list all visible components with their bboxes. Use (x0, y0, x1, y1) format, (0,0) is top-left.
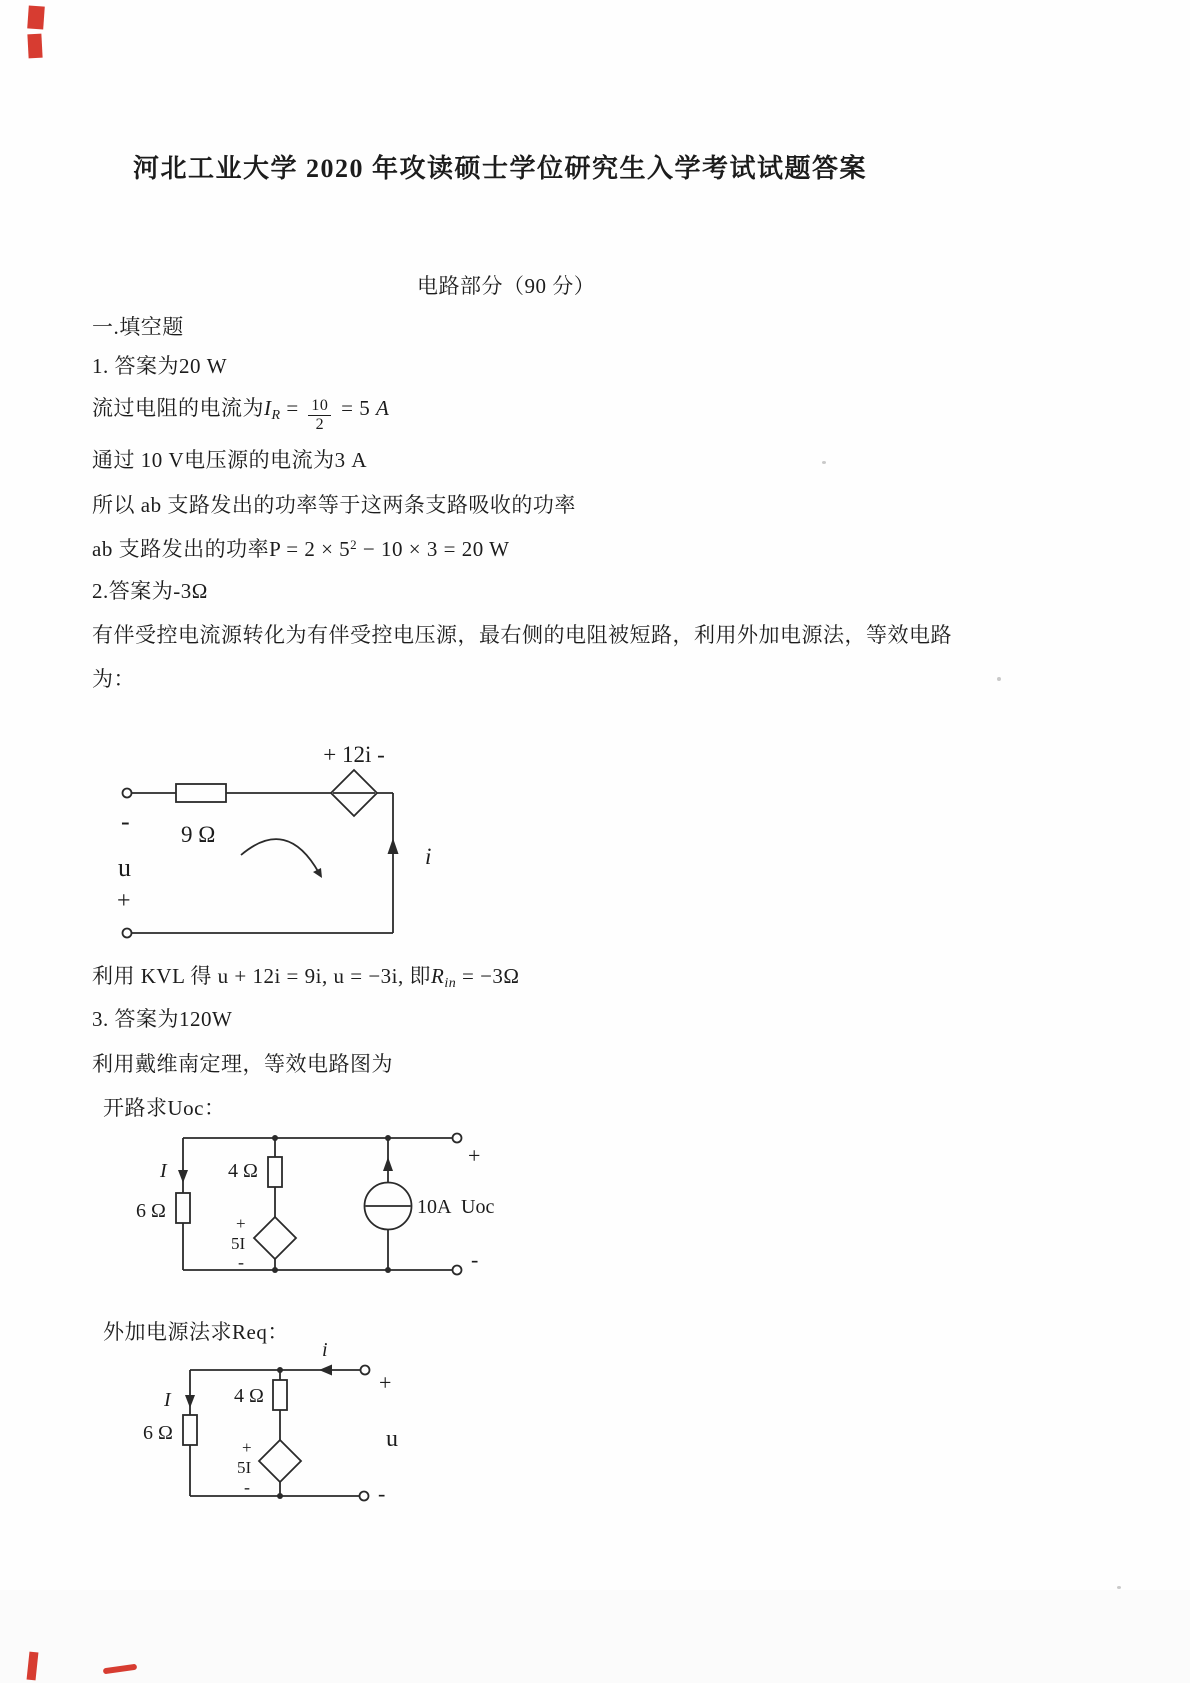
q3-explain-line: 利用戴维南定理，等效电路图为 (92, 1052, 393, 1076)
resistor-6ohm (176, 1193, 190, 1223)
dep-minus-sign: - (238, 1252, 244, 1272)
circuit-diagram-req (130, 1340, 470, 1520)
port-plus-sign: + (117, 888, 131, 914)
port-minus-sign: - (121, 807, 130, 836)
current-source-label: 10A (417, 1196, 452, 1218)
current-arrow-up (388, 838, 399, 854)
q2-answer-line: 2.答案为-3Ω (92, 579, 208, 603)
resistor-4ohm (268, 1157, 282, 1187)
port-minus-sign: - (378, 1481, 386, 1506)
fraction-denominator: 2 (315, 416, 325, 433)
resistor-4ohm-label: 4 Ω (228, 1160, 258, 1182)
node-dot (385, 1267, 391, 1273)
resistor-9ohm (176, 784, 226, 802)
q1-power-line1: 所以 ab 支路发出的功率等于这两条支路吸收的功率 (92, 493, 576, 517)
node-dot (277, 1493, 283, 1499)
formula-var: R (431, 964, 445, 988)
branch-current-arrow-down (178, 1170, 188, 1183)
dep-source-label: 5I (231, 1234, 246, 1253)
branch-current-label: I (164, 1389, 171, 1411)
q2-explain-line1: 有伴受控电流源转化为有伴受控电压源，最右侧的电阻被短路，利用外加电源法，等效电路 (92, 623, 952, 647)
node-dot (385, 1135, 391, 1141)
branch-current-arrow-down (185, 1395, 195, 1408)
dependent-source-diamond (259, 1440, 301, 1482)
port-plus-sign: + (468, 1143, 481, 1168)
section-heading: 一.填空题 (92, 315, 184, 339)
q1-answer-line: 1. 答案为20 W (92, 354, 228, 378)
red-pen-mark (27, 34, 42, 59)
resistor-6ohm-label: 6 Ω (143, 1422, 173, 1444)
fraction-numerator: 10 (308, 398, 331, 416)
formula-eq: = (280, 396, 305, 420)
q3-answer-line: 3. 答案为120W (92, 1007, 233, 1031)
red-pen-mark (27, 5, 45, 29)
resistor-label: 9 Ω (181, 822, 216, 847)
resistor-4ohm (273, 1380, 287, 1410)
formula-subscript: in (444, 976, 457, 991)
circuit-diagram-uoc (130, 1125, 520, 1290)
dep-source-label: 5I (237, 1458, 252, 1477)
scan-band (0, 1590, 1190, 1683)
q1-power-line2 (92, 533, 509, 563)
kvl-loop-arrow (241, 839, 319, 873)
branch-current-label: I (160, 1160, 167, 1182)
port-current-arrow-left (319, 1365, 332, 1376)
formula-eq: = 5 (335, 396, 376, 420)
q1-voltage-line: 通过 10 V电压源的电流为3 A (92, 448, 368, 472)
resistor-6ohm (183, 1415, 197, 1445)
formula-text: ab 支路发出的功率P = 2 × 5 (92, 537, 351, 561)
formula-var: I (264, 396, 272, 420)
port-plus-sign: + (379, 1370, 392, 1395)
scan-speck (1117, 1586, 1121, 1589)
terminal-top (361, 1366, 370, 1375)
q2-explain-line2: 为： (92, 667, 135, 691)
q3-uoc-heading: 开路求Uoc： (103, 1096, 226, 1120)
q3-req-heading: 外加电源法求Req： (103, 1320, 289, 1344)
formula-subscript: R (271, 408, 281, 423)
q1-current-formula (92, 392, 389, 433)
dep-plus-sign: + (236, 1214, 246, 1233)
q2-kvl-line (92, 960, 520, 992)
terminal-bottom (453, 1266, 462, 1275)
terminal-bottom (360, 1492, 369, 1501)
formula-superscript: 2 (350, 537, 358, 552)
port-current-label: i (322, 1340, 328, 1361)
fraction (308, 398, 331, 433)
circuit-diagram-input-resistance (95, 740, 475, 955)
scan-speck (822, 461, 826, 464)
source-arrow-up (383, 1157, 393, 1171)
page-title: 河北工业大学 2020 年攻读硕士学位研究生入学考试试题答案 (133, 154, 868, 183)
node-dot (272, 1267, 278, 1273)
node-dot (277, 1367, 283, 1373)
terminal-bottom (123, 929, 132, 938)
port-minus-sign: - (471, 1247, 479, 1272)
dep-source-label: + 12i - (323, 742, 385, 767)
port-voltage-label: u (386, 1426, 398, 1452)
uoc-label: Uoc (461, 1196, 495, 1218)
formula-text: 流过电阻的电流为 (92, 396, 264, 420)
dep-plus-sign: + (242, 1438, 252, 1457)
terminal-top (453, 1134, 462, 1143)
formula-unit: A (376, 396, 390, 420)
terminal-top (123, 789, 132, 798)
node-dot (272, 1135, 278, 1141)
resistor-4ohm-label: 4 Ω (234, 1385, 264, 1407)
dep-minus-sign: - (244, 1477, 250, 1497)
formula-text: − 10 × 3 = 20 W (357, 537, 510, 561)
scan-speck (997, 677, 1001, 681)
formula-text: 利用 KVL 得 u + 12i = 9i, u = −3i, 即 (92, 964, 432, 988)
dependent-source-diamond (254, 1217, 296, 1259)
resistor-6ohm-label: 6 Ω (136, 1200, 166, 1222)
current-label: i (425, 844, 432, 869)
formula-text: = −3Ω (456, 964, 520, 988)
section-subtitle: 电路部分（90 分） (417, 274, 596, 298)
port-voltage-label: u (118, 853, 131, 882)
